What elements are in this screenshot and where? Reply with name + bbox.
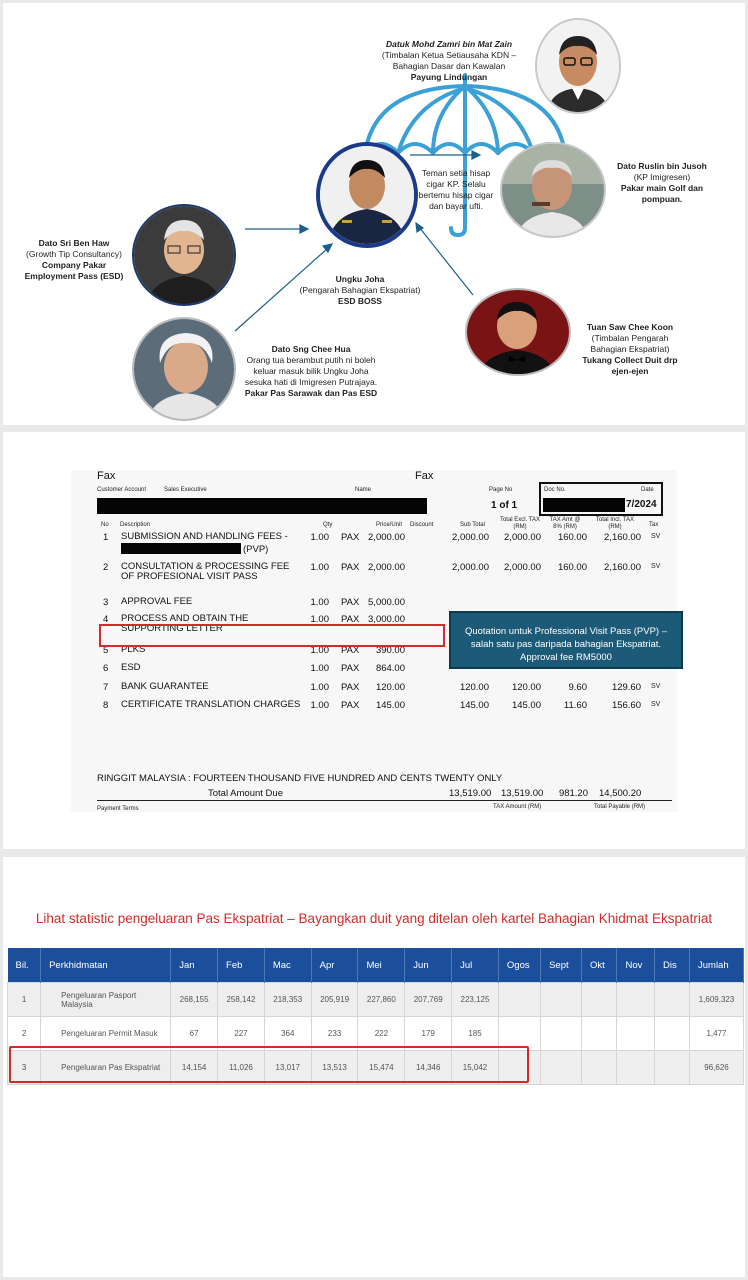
header-cell: Bil.: [8, 948, 41, 983]
item-unit: PAX: [341, 645, 360, 656]
header-cell: Ogos: [498, 948, 540, 983]
table-cell: [617, 1051, 654, 1085]
table-cell: 14,346: [405, 1051, 452, 1085]
role-cheekoon: (Timbalan Pengarah: [591, 333, 669, 343]
table-cell: 207,769: [405, 983, 452, 1017]
item-no: 8: [103, 700, 109, 711]
note-joha: ESD BOSS: [338, 296, 382, 306]
item-no: 6: [103, 663, 109, 674]
header-cell: Perkhidmatan: [41, 948, 171, 983]
item-desc: SUBMISSION AND HANDLING FEES -: [121, 531, 288, 542]
label-sales-exec: Sales Executive: [164, 487, 207, 493]
item-unit: PAX: [341, 682, 360, 693]
item-no: 7: [103, 682, 109, 693]
table-cell: [617, 1017, 654, 1051]
table-cell: 222: [358, 1017, 405, 1051]
redaction-bar: [97, 498, 427, 514]
item-incl: 2,160.00: [604, 532, 641, 543]
item-unit: PAX: [341, 562, 360, 573]
tax-amount-label: TAX Amount (RM): [493, 804, 542, 810]
table-cell: 15,474: [358, 1051, 405, 1085]
item-price: 3,000.00: [368, 614, 405, 625]
header-cell: Okt: [582, 948, 617, 983]
col-no: No: [101, 522, 109, 528]
table-cell: 3: [8, 1051, 41, 1085]
org-chart-panel: [3, 3, 745, 425]
table-row: [8, 983, 744, 1017]
item-unit: PAX: [341, 614, 360, 625]
note-cheekoon: Tukang Collect Duit drp: [582, 355, 678, 365]
item-excl: 145.00: [511, 700, 541, 711]
header-cell: Apr: [311, 948, 358, 983]
total-label: Total Amount Due: [208, 788, 283, 799]
caption-ruslin: [606, 161, 718, 205]
label-doc-no: Doc No.: [544, 487, 566, 493]
name-ruslin: Dato Ruslin bin Jusoh: [617, 161, 707, 171]
header-cell: Jan: [171, 948, 218, 983]
quotation-document: [71, 470, 677, 812]
item-incl: 129.60: [611, 682, 641, 693]
item-qty: 1.00: [310, 645, 329, 656]
fax-right: Fax: [415, 470, 434, 482]
table-cell: 13,513: [311, 1051, 358, 1085]
table-cell: 179: [405, 1017, 452, 1051]
table-cell: [541, 983, 582, 1017]
table-cell: [498, 983, 540, 1017]
total-excl: 13,519.00: [501, 788, 544, 799]
item-no: 1: [103, 532, 109, 543]
role2-zamri: Bahagian Dasar dan Kawalan: [392, 61, 506, 71]
total-tax: 981.20: [558, 788, 588, 799]
item-excl: 2,000.00: [504, 562, 541, 573]
note-zamri: Payung Lindungan: [410, 72, 488, 82]
table-cell: [541, 1017, 582, 1051]
item-desc: PLKS: [121, 644, 146, 655]
payment-terms: Payment Terms: [97, 806, 139, 812]
caption-cheekoon: [574, 322, 686, 377]
header-cell: Mei: [358, 948, 405, 983]
role-zamri: (Timbalan Ketua Setiausaha KDN –: [381, 50, 517, 60]
item-subtotal: 2,000.00: [452, 532, 489, 543]
portrait-joha: [316, 142, 418, 248]
col-subtotal: Sub Total: [460, 522, 485, 528]
name-zamri: Datuk Mohd Zamri bin Mat Zain: [385, 39, 513, 49]
quotation-panel: [3, 432, 745, 849]
table-cell: 15,042: [452, 1051, 499, 1085]
header-cell: Mac: [264, 948, 311, 983]
item-price: 2,000.00: [368, 562, 405, 573]
item-unit: PAX: [341, 532, 360, 543]
table-cell: 205,919: [311, 983, 358, 1017]
table-cell: 258,142: [218, 983, 265, 1017]
item-tax: 160.00: [557, 562, 587, 573]
item-desc-2: (PVP): [243, 544, 269, 555]
item-code: SV: [651, 701, 661, 708]
table-cell: 1,477: [690, 1017, 744, 1051]
role-benhaw: (Growth Tip Consultancy): [26, 249, 122, 259]
line3-cheehua: sesuka hati di Imigresen Putrajaya.: [244, 377, 378, 387]
item-desc: PROCESS AND OBTAIN THE SUPPORTING LETTER: [121, 613, 249, 634]
portrait-zamri: [535, 18, 621, 114]
col-tax: Tax: [649, 522, 659, 528]
header-cell: Dis: [654, 948, 689, 983]
col-taxamt: TAX Amt @ 8% (RM): [549, 517, 581, 530]
redaction-doc-no: [543, 498, 625, 512]
item-price: 390.00: [375, 645, 405, 656]
item-code: SV: [651, 683, 661, 690]
item-price: 2,000.00: [368, 532, 405, 543]
quotation-callout: Quotation untuk Professional Visit Pass (PVP) – salah satu pas daripada bahagian Ekspatriat. Approval fee RM5000: [449, 611, 683, 669]
table-cell: [654, 1051, 689, 1085]
note2-ruslin: pompuan.: [641, 194, 683, 204]
item-qty: 1.00: [310, 532, 329, 543]
table-cell: [582, 983, 617, 1017]
table-cell: 11,026: [218, 1051, 265, 1085]
table-cell: 2: [8, 1017, 41, 1051]
item-desc: ESD: [121, 662, 141, 673]
table-cell: Pengeluaran Pas Ekspatriat: [41, 1051, 171, 1085]
table-cell: 185: [452, 1017, 499, 1051]
table-cell: [654, 1017, 689, 1051]
item-price: 5,000.00: [368, 597, 405, 608]
name-cheehua: Dato Sng Chee Hua: [271, 344, 351, 354]
umbrella-note-l2: cigar KP. Selalu: [426, 179, 486, 189]
table-cell: [582, 1017, 617, 1051]
caption-benhaw: [17, 238, 131, 282]
note-ruslin: Pakar main Golf dan: [620, 183, 704, 193]
table-cell: 268,155: [171, 983, 218, 1017]
ringgit-words: RINGGIT MALAYSIA : FOURTEEN THOUSAND FIVE HUNDRED AND CENTS TWENTY ONLY: [97, 773, 503, 784]
table-cell: 1: [8, 983, 41, 1017]
col-qty: Qty: [323, 522, 333, 528]
note-benhaw: Company Pakar: [41, 260, 107, 270]
redaction-item: [121, 543, 241, 554]
total-payable-label: Total Payable (RM): [594, 804, 646, 810]
table-cell: [541, 1051, 582, 1085]
table-cell: 233: [311, 1017, 358, 1051]
header-cell: Jun: [405, 948, 452, 983]
item-tax: 9.60: [568, 682, 587, 693]
caption-joha: [295, 274, 425, 307]
umbrella-note-l1: Teman setia hisap: [421, 168, 491, 178]
label-date: Date: [641, 487, 654, 493]
caption-cheehua: [237, 344, 385, 399]
item-no: 4: [103, 614, 109, 625]
item-subtotal: 145.00: [459, 700, 489, 711]
item-qty: 1.00: [310, 663, 329, 674]
label-page-no: Page No: [489, 487, 513, 493]
item-desc: CERTIFICATE TRANSLATION CHARGES: [121, 699, 301, 710]
role2-cheekoon: Bahagian Ekspatriat): [590, 344, 670, 354]
page-value: 1 of 1: [491, 500, 518, 511]
header-cell: Sept: [541, 948, 582, 983]
table-cell: [617, 983, 654, 1017]
table-cell: 364: [264, 1017, 311, 1051]
label-name: Name: [355, 487, 372, 493]
col-incl: Total Incl. TAX (RM): [595, 517, 635, 530]
item-qty: 1.00: [310, 614, 329, 625]
umbrella-note-l4: dan bayar ufti.: [429, 201, 483, 211]
divider: [97, 800, 672, 801]
item-tax: 160.00: [557, 532, 587, 543]
table-cell: 223,125: [452, 983, 499, 1017]
table-cell: 67: [171, 1017, 218, 1051]
header-cell: Feb: [218, 948, 265, 983]
total-sub: 13,519.00: [449, 788, 492, 799]
table-cell: Pengeluaran Pasport Malaysia: [41, 983, 171, 1017]
item-code: SV: [651, 533, 661, 540]
portrait-benhaw: [132, 204, 236, 306]
col-desc: Description: [120, 522, 151, 528]
item-desc: BANK GUARANTEE: [121, 681, 209, 692]
col-excl: Total Excl. TAX (RM): [499, 517, 541, 530]
item-price: 864.00: [375, 663, 405, 674]
item-no: 3: [103, 597, 109, 608]
table-cell: 96,626: [690, 1051, 744, 1085]
item-no: 5: [103, 645, 109, 656]
table-cell: 13,017: [264, 1051, 311, 1085]
table-cell: 1,609,323: [690, 983, 744, 1017]
portrait-cheehua: [132, 317, 236, 421]
item-incl: 2,160.00: [604, 562, 641, 573]
note2-cheekoon: ejen-ejen: [611, 366, 649, 376]
col-price: Price/Unit: [376, 522, 403, 528]
item-tax: 11.60: [563, 700, 587, 711]
header-cell: Jul: [452, 948, 499, 983]
name-cheekoon: Tuan Saw Chee Koon: [586, 322, 674, 332]
role-joha: (Pengarah Bahagian Ekspatriat): [299, 285, 421, 295]
table-cell: 227,860: [358, 983, 405, 1017]
item-qty: 1.00: [310, 682, 329, 693]
statistics-panel: [3, 857, 745, 1277]
role-ruslin: (KP Imigresen): [633, 172, 691, 182]
fax-left: Fax: [97, 470, 116, 482]
item-subtotal: 2,000.00: [452, 562, 489, 573]
table-cell: [654, 983, 689, 1017]
label-customer-account: Customer Account: [97, 487, 147, 493]
line1-cheehua: Orang tua berambut putih ni boleh: [246, 355, 376, 365]
item-qty: 1.00: [310, 597, 329, 608]
header-cell: Nov: [617, 948, 654, 983]
item-price: 145.00: [375, 700, 405, 711]
portrait-ruslin: [500, 142, 606, 238]
item-code: SV: [651, 563, 661, 570]
umbrella-note: [407, 168, 505, 212]
name-benhaw: Dato Sri Ben Haw: [38, 238, 110, 248]
portrait-cheekoon: [465, 288, 571, 376]
pas-ekspatriat-highlight: [9, 1046, 529, 1083]
item-excl: 2,000.00: [504, 532, 541, 543]
item-unit: PAX: [341, 663, 360, 674]
table-cell: Pengeluaran Permit Masuk: [41, 1017, 171, 1051]
note2-benhaw: Employment Pass (ESD): [24, 271, 124, 281]
note-cheehua: Pakar Pas Sarawak dan Pas ESD: [244, 388, 378, 398]
date-value: 7/2024: [626, 499, 657, 510]
item-no: 2: [103, 562, 109, 573]
table-cell: 218,353: [264, 983, 311, 1017]
item-incl: 156.60: [611, 700, 641, 711]
approval-fee-highlight: [99, 624, 445, 647]
item-subtotal: 120.00: [459, 682, 489, 693]
item-unit: PAX: [341, 597, 360, 608]
item-excl: 120.00: [511, 682, 541, 693]
table-cell: 14,154: [171, 1051, 218, 1085]
table-header-row: [8, 948, 744, 983]
name-joha: Ungku Joha: [335, 274, 385, 284]
item-desc: CONSULTATION & PROCESSING FEE OF PROFESIONAL VISIT PASS: [121, 561, 290, 582]
item-price: 120.00: [375, 682, 405, 693]
table-cell: 227: [218, 1017, 265, 1051]
item-unit: PAX: [341, 700, 360, 711]
line2-cheehua: keluar masuk bilik Ungku Joha: [253, 366, 369, 376]
total-incl: 14,500.20: [599, 788, 642, 799]
statistics-title: Lihat statistic pengeluaran Pas Ekspatriat – Bayangkan duit yang ditelan oleh kartel Bahagian Khidmat Ekspatriat: [35, 911, 713, 926]
header-cell: Jumlah: [690, 948, 744, 983]
item-qty: 1.00: [310, 562, 329, 573]
item-qty: 1.00: [310, 700, 329, 711]
table-cell: [582, 1051, 617, 1085]
umbrella-note-l3: bertemu hisap cigar: [418, 190, 494, 200]
caption-zamri: [368, 39, 530, 83]
item-desc: APPROVAL FEE: [121, 596, 193, 607]
col-discount: Discount: [410, 522, 434, 528]
